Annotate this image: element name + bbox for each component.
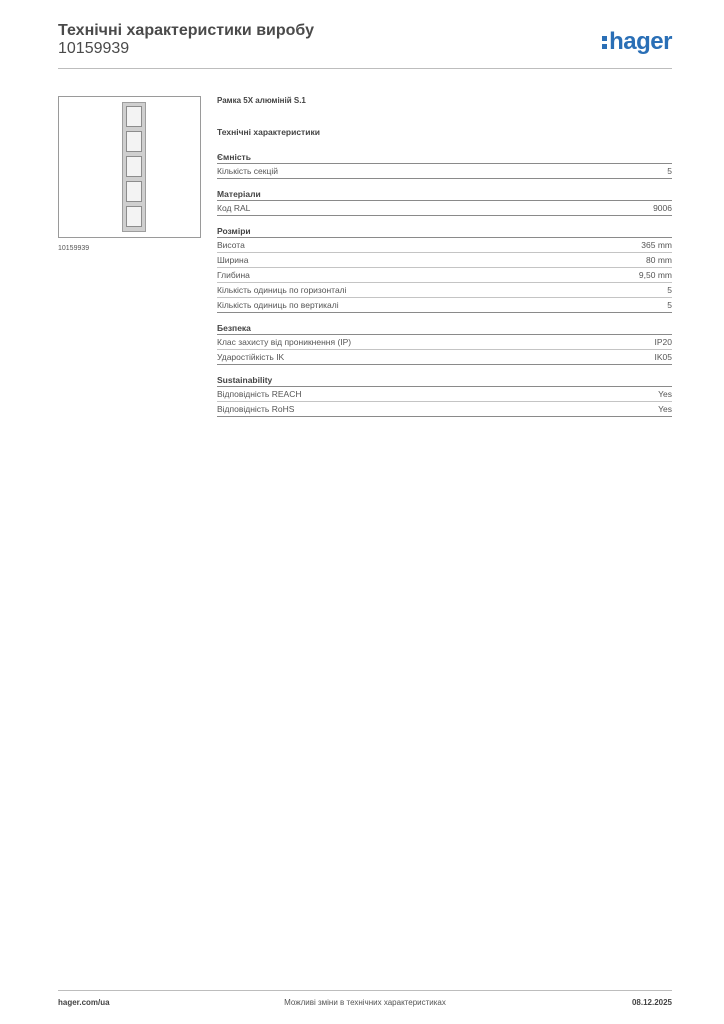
spec-value: Yes xyxy=(658,389,672,399)
frame-cell xyxy=(126,131,142,152)
spec-value: 9006 xyxy=(653,203,672,213)
spec-value: 5 xyxy=(667,285,672,295)
spec-row xyxy=(217,402,672,417)
footer-divider xyxy=(58,990,672,991)
footer-website-link[interactable]: hager.com/ua xyxy=(58,998,110,1007)
frame-cell xyxy=(126,106,142,127)
frame-cell xyxy=(126,181,142,202)
header-divider xyxy=(58,68,672,69)
spec-label: Кількість одиниць по горизонталі xyxy=(217,285,347,295)
spec-value: 9,50 mm xyxy=(638,270,672,280)
spec-row xyxy=(217,201,672,216)
spec-section xyxy=(217,225,672,313)
section-title: Безпека xyxy=(217,322,672,335)
logo-text: hager xyxy=(609,28,672,55)
spec-value: 5 xyxy=(667,300,672,310)
section-title: Sustainability xyxy=(217,374,672,387)
spec-label: Кількість секцій xyxy=(217,166,278,176)
spec-section xyxy=(217,322,672,365)
logo-dots-icon xyxy=(602,34,607,50)
footer-note: Можливі зміни в технічних характеристиках xyxy=(284,998,446,1007)
spec-label: Код RAL xyxy=(217,203,251,213)
spec-row xyxy=(217,238,672,253)
section-title: Ємність xyxy=(217,151,672,164)
spec-label: Кількість одиниць по вертикалі xyxy=(217,300,339,310)
spec-row xyxy=(217,298,672,313)
spec-value: 365 mm xyxy=(641,240,672,250)
frame-5x-image xyxy=(122,102,146,232)
spec-sections xyxy=(217,151,672,417)
spec-value: 80 mm xyxy=(646,255,672,265)
frame-cell xyxy=(126,156,142,177)
image-caption: 10159939 xyxy=(58,245,90,252)
spec-label: Відповідність REACH xyxy=(217,389,302,399)
spec-section xyxy=(217,188,672,216)
spec-row xyxy=(217,164,672,179)
spec-content xyxy=(217,96,672,426)
spec-row xyxy=(217,283,672,298)
spec-row xyxy=(217,253,672,268)
frame-cell xyxy=(126,206,142,227)
spec-row xyxy=(217,335,672,350)
spec-value: Yes xyxy=(658,404,672,414)
spec-label: Глибина xyxy=(217,270,250,280)
spec-section xyxy=(217,151,672,179)
spec-row xyxy=(217,350,672,365)
spec-label: Ударостійкість IK xyxy=(217,352,285,362)
spec-section xyxy=(217,374,672,417)
footer-date: 08.12.2025 xyxy=(631,998,672,1007)
section-title: Розміри xyxy=(217,225,672,238)
hager-logo[interactable] xyxy=(602,28,672,56)
spec-value: 5 xyxy=(667,166,672,176)
product-code: 10159939 xyxy=(58,40,130,57)
spec-label: Клас захисту від проникнення (IP) xyxy=(217,337,352,347)
spec-row xyxy=(217,387,672,402)
tech-spec-heading: Технічні характеристики xyxy=(217,127,320,137)
spec-value: IP20 xyxy=(654,337,672,347)
spec-value: IK05 xyxy=(654,352,672,362)
spec-label: Висота xyxy=(217,240,245,250)
product-image xyxy=(58,96,201,238)
spec-row xyxy=(217,268,672,283)
page-title: Технічні характеристики виробу xyxy=(58,22,314,39)
page-header xyxy=(58,22,672,68)
product-name: Рамка 5Х алюміній S.1 xyxy=(217,96,306,105)
spec-label: Відповідність RoHS xyxy=(217,404,295,414)
spec-label: Ширина xyxy=(217,255,249,265)
section-title: Матеріали xyxy=(217,188,672,201)
